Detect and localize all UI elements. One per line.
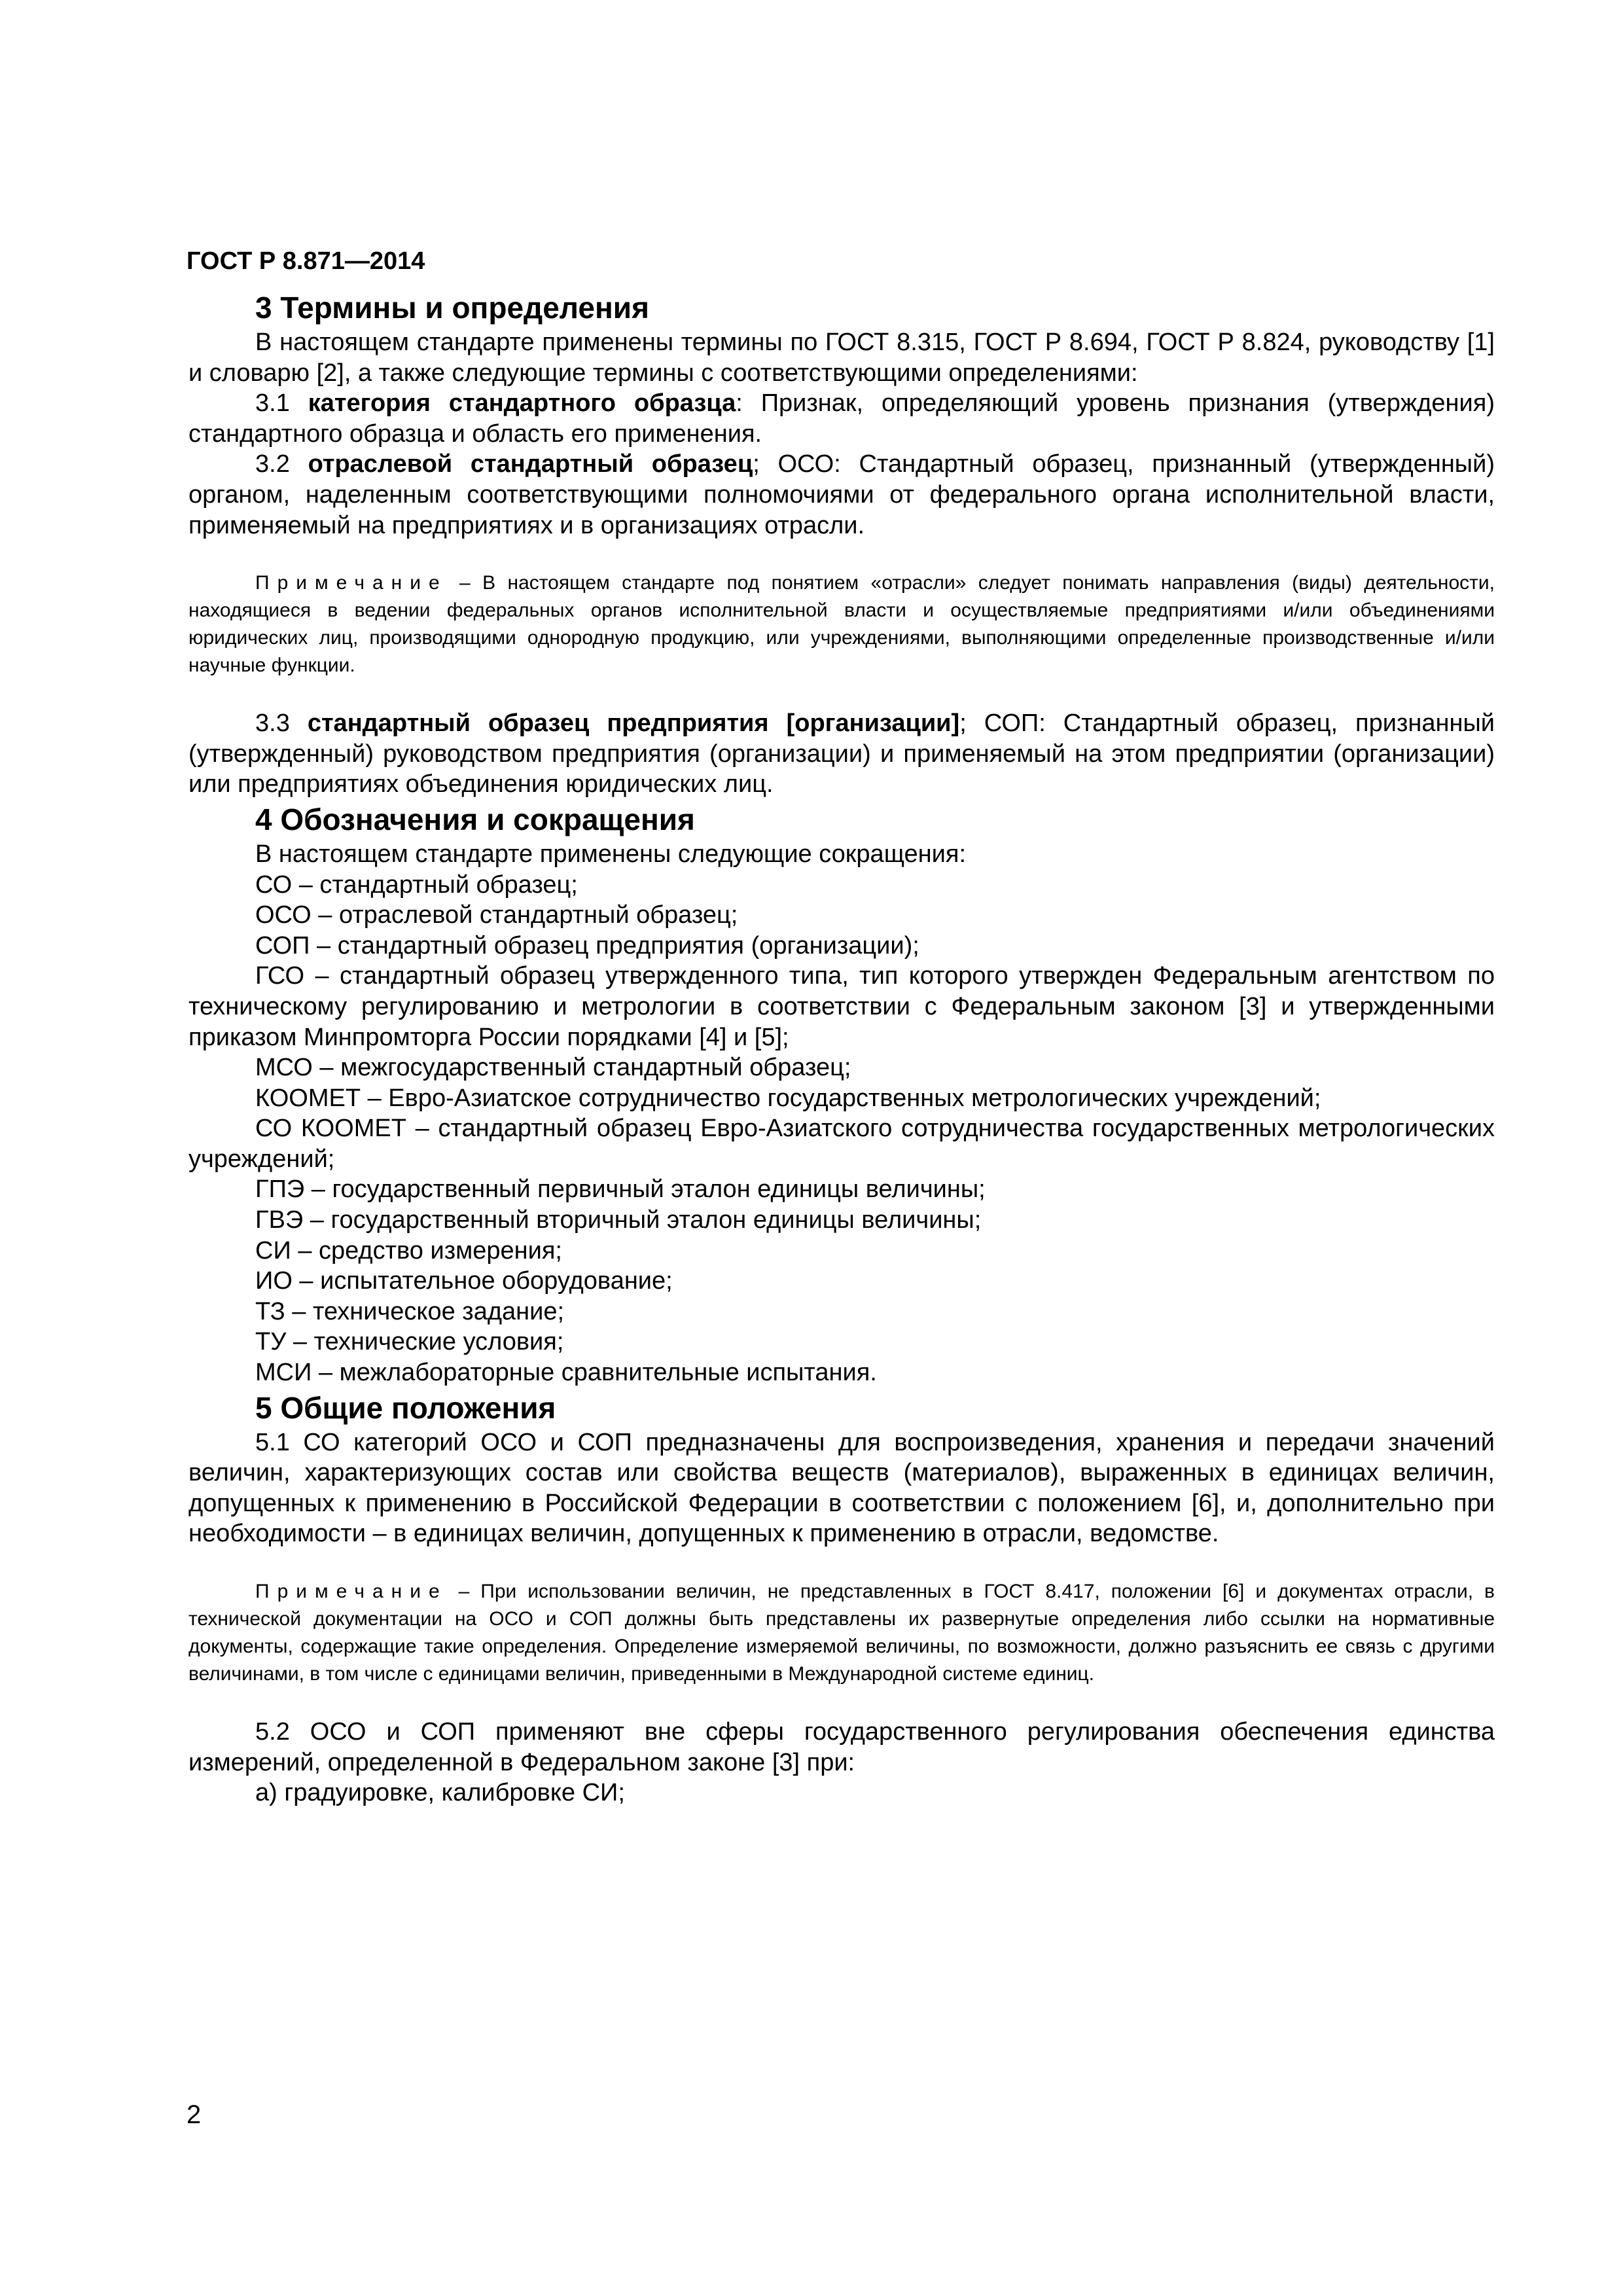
section-3-note (188, 569, 1495, 679)
page-number: 2 (187, 2100, 202, 2129)
term-3-2-definition: ; ОСО: Стандартный образец, признанный (утвержденный) органом, наделенным соответствующими полномочиями от федерального органа исполнительной власти, применяемый на предприятиях и в организациях отрасли. (188, 450, 1495, 539)
section-3-heading: 3 Термины и определения (255, 291, 649, 325)
term-3-1-definition: : Признак, определяющий уровень признания (утверждения) стандартного образца и область его применения. (188, 389, 1495, 448)
page-content (188, 288, 1495, 1808)
section-5-heading: 5 Общие положения (255, 1390, 556, 1425)
abbreviation-item: СИ – средство измерения; (255, 1236, 562, 1265)
abbreviation-item: МСО – межгосударственный стандартный образец; (255, 1054, 851, 1082)
term-3-2 (188, 449, 1495, 541)
abbreviation-item: ОСО – отраслевой стандартный образец; (255, 901, 738, 929)
abbreviation-item: СОП – стандартный образец предприятия (организации); (255, 931, 919, 960)
abbreviation-item: ИО – испытательное оборудование; (255, 1267, 673, 1295)
note-label: Примечание (255, 1581, 448, 1602)
abbreviation-item: КООМЕТ – Евро-Азиатское сотрудничество государственных метрологических учреждений; (255, 1084, 1321, 1112)
abbreviation-item: ТУ – технические условия; (255, 1328, 564, 1356)
term-3-2-number: 3.2 (255, 450, 308, 478)
abbreviation-item: МСИ – межлабораторные сравнительные испытания. (255, 1359, 877, 1387)
clause-5-1: 5.1 СО категорий ОСО и СОП предназначены для воспроизведения, хранения и передачи значений величин, характеризующих состав или свойства веществ (материалов), выраженных в единицах величин, допущенных к применению в Российской Федерации в соответствии с положением [6], и, дополнительно при необходимости – в единицах величин, допущенных к применению в отрасли, ведомстве. (188, 1428, 1495, 1548)
term-3-3 (188, 708, 1495, 800)
abbreviation-item: ТЗ – техническое задание; (255, 1297, 565, 1325)
section-4-heading: 4 Обозначения и сокращения (255, 802, 695, 836)
term-3-3-number: 3.3 (255, 709, 308, 738)
term-3-1-term: категория стандартного образца (308, 389, 736, 418)
clause-5-2: 5.2 ОСО и СОП применяют вне сферы государственного регулирования обеспечения единства измерений, определенной в Федеральном законе [3] при: (188, 1718, 1495, 1776)
abbreviation-item: СО – стандартный образец; (255, 870, 578, 899)
abbreviation-item: ГВЭ – государственный вторичный эталон единицы величины; (255, 1206, 982, 1234)
document-code: ГОСТ Р 8.871—2014 (187, 247, 425, 275)
section-5-note (188, 1578, 1495, 1688)
note-label: Примечание (255, 572, 448, 594)
term-3-3-term: стандартный образец предприятия [организации] (307, 709, 960, 738)
term-3-2-term: отраслевой стандартный образец (308, 450, 753, 478)
term-3-1-number: 3.1 (255, 389, 308, 418)
clause-5-2-item-a: а) градуировке, калибровке СИ; (255, 1779, 625, 1807)
note-text: – В настоящем стандарте под понятием «отрасли» следует понимать направления (виды) деятельности, находящиеся в ведении федеральных органов исполнительной власти и осуществляемые предприятиями и/или объединениями юридических лиц, производящими однородную продукцию, или учреждениями, выполняющими определенные производственные и/или научные функции. (188, 572, 1495, 677)
abbreviation-item: СО КООМЕТ – стандартный образец Евро-Азиатского сотрудничества государственных метрологических учреждений; (188, 1115, 1495, 1173)
term-3-3-definition: ; СОП: Стандартный образец, признанный (утвержденный) руководством предприятия (организации) и применяемый на этом предприятии (организации) или предприятиях объединения юридических лиц. (188, 709, 1495, 798)
term-3-1 (188, 388, 1495, 449)
note-text: – При использовании величин, не представленных в ГОСТ 8.417, положении [6] и документах отрасли, в технической документации на ОСО и СОП должны быть представлены их развернутые определения либо ссылки на нормативные документы, содержащие такие определения. Определение измеряемой величины, по возможности, должно разъяснить ее связь с другими величинами, в том числе с единицами величин, приведенными в Международной системе единиц. (188, 1581, 1495, 1685)
section-4-intro: В настоящем стандарте применены следующие сокращения: (255, 840, 967, 868)
abbreviation-item: ГПЭ – государственный первичный эталон единицы величины; (255, 1175, 986, 1204)
section-3-intro: В настоящем стандарте применены термины по ГОСТ 8.315, ГОСТ Р 8.694, ГОСТ Р 8.824, руководству [1] и словарю [2], а также следующие термины с соответствующими определениями: (188, 329, 1495, 387)
abbreviation-item: ГСО – стандартный образец утвержденного типа, тип которого утвержден Федеральным агентством по техническому регулированию и метрологии в соответствии с Федеральным законом [3] и утвержденными приказом Минпромторга России порядками [4] и [5]; (188, 962, 1495, 1051)
